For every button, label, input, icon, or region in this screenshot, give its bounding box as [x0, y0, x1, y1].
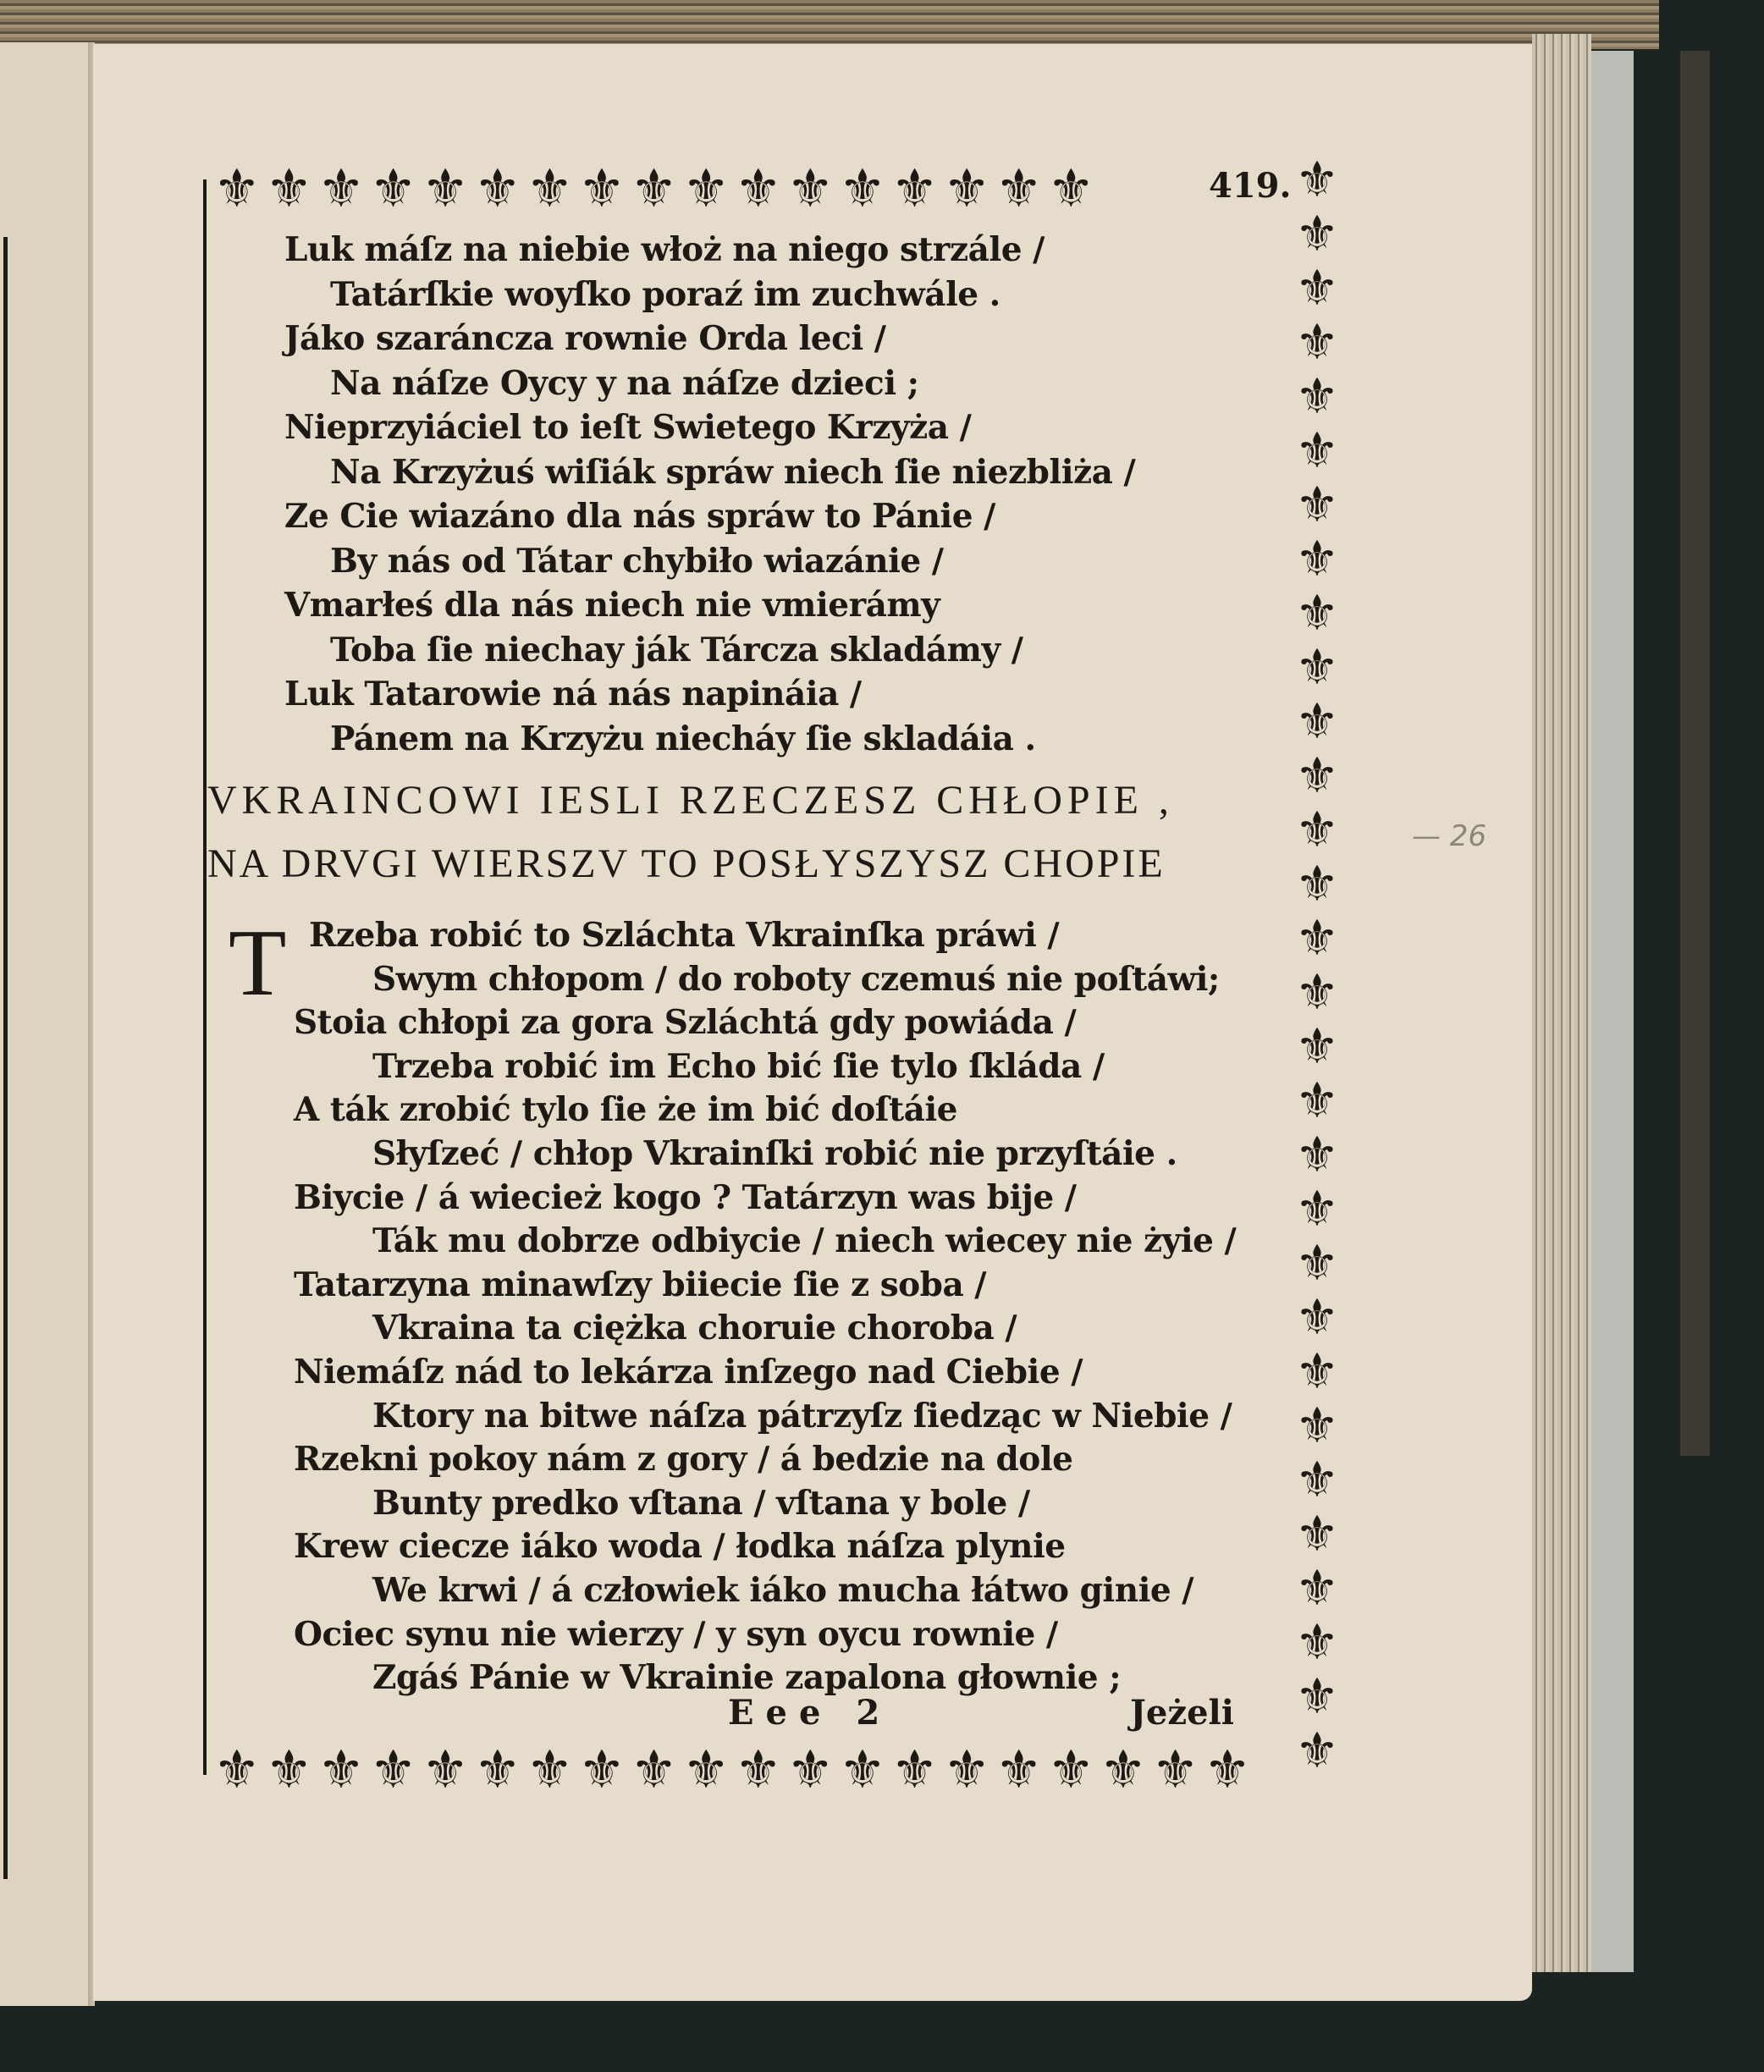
- verse-line: Jáko szaráncza rownie Orda leci /: [284, 319, 886, 358]
- verse-line: Tatárſkie woyſko poraź im zuchwále .: [330, 274, 1001, 314]
- fleuron-icon: ⚜: [682, 1739, 730, 1800]
- fleuron-icon: ⚜: [890, 1739, 939, 1800]
- verse-line: Vkraina ta ciężka choruie choroba /: [372, 1309, 1017, 1348]
- fleuron-icon: ⚜: [1295, 638, 1339, 696]
- verse-line: Krew ciecze iáko woda / łodka náſza plynie: [294, 1527, 1066, 1567]
- verse-line: Swym chłopom / do roboty czemuś nie poſtáwi;: [372, 959, 1220, 999]
- fleuron-icon: ⚜: [1295, 422, 1339, 479]
- verse-line: Zgáś Pánie w Vkrainie zapalona głownie ;: [372, 1658, 1122, 1698]
- verse-line: Biycie / á wiecież kogo ? Tatárzyn was bije /: [294, 1177, 1077, 1217]
- fleuron-icon: ⚜: [1295, 259, 1339, 317]
- fleuron-icon: ⚜: [578, 157, 626, 219]
- fleuron-icon: ⚜: [943, 1739, 990, 1800]
- fleuron-icon: ⚜: [839, 157, 886, 219]
- fleuron-icon: ⚜: [473, 157, 521, 219]
- fleuron-icon: ⚜: [265, 1739, 313, 1800]
- fleuron-icon: ⚜: [1204, 1739, 1251, 1800]
- verse-line: By nás od Tátar chybiło wiazánie /: [330, 541, 944, 581]
- book-cover-edge: [1591, 51, 1634, 1972]
- fleuron-icon: ⚜: [1295, 1342, 1339, 1400]
- fleuron-icon: ⚜: [682, 157, 730, 219]
- fleuron-icon: ⚜: [1295, 1559, 1339, 1617]
- fleuron-icon: ⚜: [630, 1739, 678, 1800]
- fleuron-icon: ⚜: [1295, 151, 1339, 208]
- fleuron-icon: ⚜: [786, 1739, 835, 1800]
- fleuron-icon: ⚜: [1295, 1234, 1339, 1292]
- pencil-annotation: — 26: [1412, 819, 1487, 853]
- verse-line: Tatarzyna minawſzy biiecie ſie z soba /: [294, 1265, 987, 1304]
- verse-line: Toba ſie niechay ják Tárcza skladámy /: [330, 630, 1023, 670]
- verse-line: Rzekni pokoy nám z gory / á bedzie na dole: [294, 1440, 1073, 1480]
- fleuron-icon: ⚜: [1295, 1072, 1339, 1129]
- fleuron-icon: ⚜: [786, 157, 835, 219]
- verse-line: We krwi / á człowiek iáko mucha łátwo ginie /: [372, 1571, 1194, 1610]
- fleuron-icon: ⚜: [1295, 476, 1339, 533]
- left-page-border-line: [3, 237, 8, 1879]
- verse-line: Rzeba robić to Szláchta Vkrainſka práwi /: [309, 916, 1060, 955]
- fleuron-icon: ⚜: [890, 157, 939, 219]
- fleuron-icon: ⚜: [1295, 963, 1339, 1021]
- fleuron-icon: ⚜: [1295, 1613, 1339, 1671]
- drop-cap: T: [229, 911, 287, 1016]
- fleuron-icon: ⚜: [369, 157, 417, 219]
- fleuron-icon: ⚜: [422, 1739, 469, 1800]
- fleuron-icon: ⚜: [1295, 747, 1339, 804]
- fleuron-icon: ⚜: [734, 157, 782, 219]
- fleuron-icon: ⚜: [1295, 1126, 1339, 1183]
- fleuron-icon: ⚜: [1047, 1739, 1095, 1800]
- book-cover-marbled: [1680, 51, 1710, 1456]
- bottom-ornament-border: [213, 1739, 1251, 1800]
- fleuron-icon: ⚜: [369, 1739, 417, 1800]
- fleuron-icon: ⚜: [422, 157, 469, 219]
- verse-line: Stoia chłopi za gora Szláchtá gdy powiáda /: [294, 1003, 1077, 1043]
- fleuron-icon: ⚜: [1295, 584, 1339, 642]
- fleuron-icon: ⚜: [1151, 1739, 1199, 1800]
- verse-line: Vmarłeś dla nás niech nie vmierámy: [284, 586, 940, 625]
- fleuron-icon: ⚜: [1295, 1180, 1339, 1237]
- fleuron-icon: ⚜: [1295, 530, 1339, 587]
- fleuron-icon: ⚜: [734, 1739, 782, 1800]
- section-heading-line-2: NA DRVGI WIERSZV TO POSŁYSZYSZ CHOPIE: [207, 841, 1166, 886]
- fleuron-icon: ⚜: [1295, 313, 1339, 371]
- fleuron-icon: ⚜: [1047, 157, 1095, 219]
- page-number: 419.: [1209, 166, 1292, 206]
- left-page: [0, 42, 90, 2006]
- page-stack-edge: [1532, 34, 1591, 1972]
- verse-line: Na Krzyżuś wiſiák spráw niech ſie niezbliża /: [330, 452, 1136, 492]
- verse-line: Niemáſz nád to lekárza inſzego nad Ciebie /: [294, 1353, 1083, 1391]
- verse-line: Ták mu dobrze odbiycie / niech wiecey nie żyie /: [372, 1221, 1237, 1261]
- fleuron-icon: ⚜: [839, 1739, 886, 1800]
- verse-line: Nieprzyiáciel to ieſt Swietego Krzyża /: [284, 408, 972, 447]
- fleuron-icon: ⚜: [265, 157, 313, 219]
- fleuron-icon: ⚜: [1295, 1397, 1339, 1454]
- fleuron-icon: ⚜: [995, 1739, 1043, 1800]
- fleuron-icon: ⚜: [317, 1739, 365, 1800]
- fleuron-icon: ⚜: [526, 1739, 574, 1800]
- fleuron-icon: ⚜: [317, 157, 365, 219]
- signature-mark: Eee 2: [728, 1693, 892, 1733]
- verse-line: Pánem na Krzyżu niecháy ſie skladáia .: [330, 719, 1036, 758]
- fleuron-icon: ⚜: [1295, 205, 1339, 262]
- verse-line: A ták zrobić tylo ſie że im bić doſtáie: [294, 1090, 957, 1130]
- verse-line: Ze Cie wiazáno dla nás spráw to Pánie /: [284, 497, 995, 536]
- fleuron-icon: ⚜: [995, 157, 1043, 219]
- fleuron-icon: ⚜: [1295, 1451, 1339, 1508]
- verse-line: Ktory na bitwe náſza pátrzyſz ſiedząc w Niebie /: [372, 1396, 1232, 1436]
- right-ornament-border: [1295, 152, 1339, 1777]
- fleuron-icon: ⚜: [1100, 1739, 1147, 1800]
- verse-line: Trzeba robić im Echo bić ſie tylo ſkláda /: [372, 1046, 1105, 1086]
- catchword: Jeżeli: [1130, 1693, 1234, 1733]
- verse-line: Luk máſz na niebie włoż na niego strzále /: [284, 230, 1045, 269]
- fleuron-icon: ⚜: [1295, 692, 1339, 750]
- verse-line: Luk Tatarowie ná nás napináia /: [284, 675, 862, 714]
- fleuron-icon: ⚜: [943, 157, 990, 219]
- left-rule-border: [203, 179, 207, 1775]
- fleuron-icon: ⚜: [1295, 1505, 1339, 1562]
- top-ornament-border: [213, 157, 1095, 219]
- fleuron-icon: ⚜: [630, 157, 678, 219]
- fleuron-icon: ⚜: [578, 1739, 626, 1800]
- verse-line: Bunty predko vſtana / vſtana y bole /: [372, 1483, 1030, 1523]
- fleuron-icon: ⚜: [1295, 1667, 1339, 1725]
- fleuron-icon: ⚜: [1295, 801, 1339, 858]
- verse-line: Na náſze Oycy y na náſze dzieci ;: [330, 363, 919, 403]
- fleuron-icon: ⚜: [1295, 367, 1339, 425]
- fleuron-icon: ⚜: [213, 1739, 261, 1800]
- section-heading-line-1: VKRAINCOWI IESLI RZECZESZ CHŁOPIE ,: [207, 778, 1174, 823]
- fleuron-icon: ⚜: [213, 157, 261, 219]
- fleuron-icon: ⚜: [1295, 855, 1339, 912]
- fleuron-icon: ⚜: [1295, 1017, 1339, 1075]
- verse-line: Słyſzeć / chłop Vkrainſki robić nie przyſtáie .: [372, 1134, 1177, 1173]
- fleuron-icon: ⚜: [526, 157, 574, 219]
- book-top-edge: [0, 0, 1659, 49]
- fleuron-icon: ⚜: [1295, 1722, 1339, 1779]
- verse-line: Ociec synu nie wierzy / y syn oycu rownie /: [294, 1614, 1058, 1654]
- fleuron-icon: ⚜: [1295, 1288, 1339, 1346]
- fleuron-icon: ⚜: [473, 1739, 521, 1800]
- fleuron-icon: ⚜: [1295, 909, 1339, 967]
